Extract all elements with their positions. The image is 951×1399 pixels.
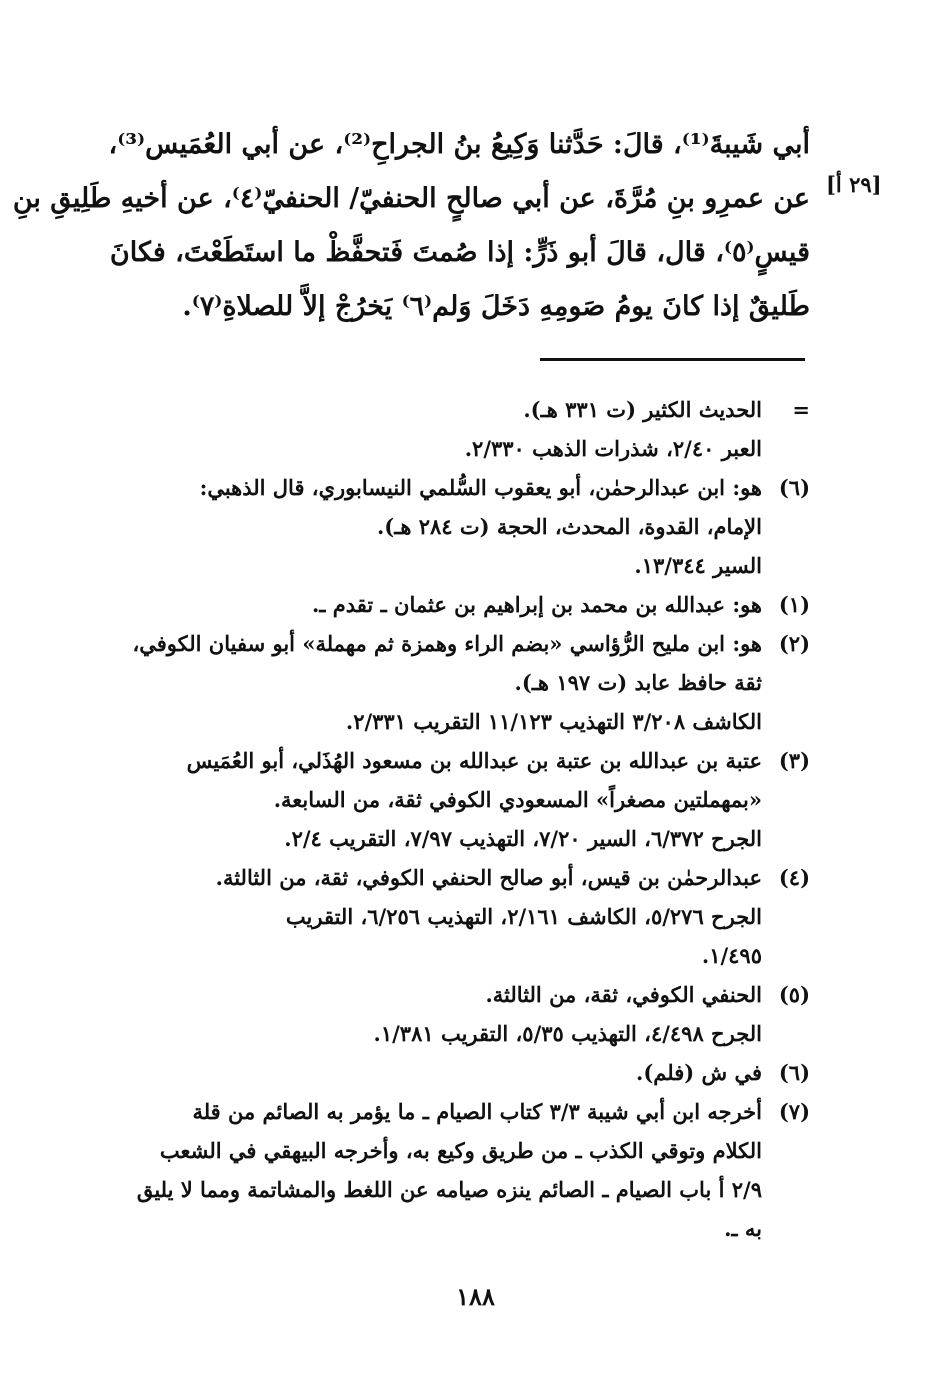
footnote-line: الكاشف ٣/٢٠٨ التهذيب ١١/١٢٣ التقريب ٢/٣٣١.: [345, 709, 762, 734]
footnote-number: (٣): [778, 748, 810, 773]
footnote-line: السير ١٣/٣٤٤.: [634, 553, 762, 578]
footnote-line: في ش (فلم).: [636, 1060, 762, 1085]
footnote-line: الإمام، القدوة، المحدث، الحجة (ت ٢٨٤ هـ).: [376, 514, 762, 539]
footnote-line: الجرح ٥/٢٧٦، الكاشف ٢/١٦١، التهذيب ٦/٢٥٦، التقريب: [285, 904, 762, 929]
main-text-line: طَليقٌ إذا كانَ يومُ صَومِهِ دَخَلَ وَلم⁽٦⁾ يَخرُجْ إلاَّ للصلاةِ⁽٧⁾.: [182, 291, 810, 322]
footnote-marker: =: [792, 397, 810, 422]
footnote: [110, 741, 810, 858]
page-number: ١٨٨: [456, 1282, 495, 1311]
main-text-line: أبي شَيبةَ⁽¹⁾، قالَ: حَدَّثنا وَكِيعُ بنُ الجراحِ⁽²⁾، عن أبي العُمَيس⁽³⁾،: [108, 129, 810, 160]
footnote-number: (٢): [778, 631, 810, 656]
footnote-number: (٦): [778, 475, 810, 500]
footnote-line: الحديث الكثير (ت ٣٣١ هـ).: [523, 397, 762, 422]
footnote-separator: [540, 358, 805, 361]
footnote-continuation: [110, 390, 810, 468]
footnote-number: (٦): [778, 1060, 810, 1085]
footnote-body: [110, 858, 762, 975]
footnote-number: (١): [778, 592, 810, 617]
footnote-body: [110, 624, 762, 741]
footnote-number: (٥): [778, 982, 810, 1007]
main-text-line: عن عمرِو بنِ مُرَّةَ، عن أبي صالحٍ الحنفيّ/ الحنفيّ⁽٤⁾، عن أخيهِ طَلِيقِ بنِ: [12, 183, 810, 214]
footnote-body: [110, 1053, 762, 1092]
footnote-line: به ـ.: [724, 1216, 762, 1241]
footnote-line: الجرح ٦/٣٧٢، السير ٧/٢٠، التهذيب ٧/٩٧، التقريب ٢/٤.: [284, 826, 762, 851]
footnote-line: عبدالرحمٰن بن قيس، أبو صالح الحنفي الكوفي، ثقة، من الثالثة.: [215, 865, 762, 890]
footnote-line: الكلام وتوقي الكذب ـ من طريق وكيع به، وأخرجه البيهقي في الشعب: [159, 1138, 762, 1163]
footnote-body: [110, 468, 762, 585]
footnote: [110, 468, 810, 585]
footnote-line: ثقة حافظ عابد (ت ١٩٧ هـ).: [514, 670, 762, 695]
footnote-line: ١/٤٩٥.: [701, 943, 762, 968]
footnote-line: عتبة بن عبدالله بن عتبة بن عبدالله بن مسعود الهُذَلي، أبو العُمَيس: [186, 748, 762, 773]
footnote-body: [110, 975, 762, 1053]
footnote-number: (٧): [778, 1099, 810, 1124]
margin-folio-reference: [٢٩ أ]: [826, 172, 882, 197]
footnote-line: الحنفي الكوفي، ثقة، من الثالثة.: [485, 982, 762, 1007]
footnote-line: العبر ٢/٤٠، شذرات الذهب ٢/٣٣٠.: [464, 436, 762, 461]
footnote-line: أخرجه ابن أبي شيبة ٣/٣ كتاب الصيام ـ ما يؤمر به الصائم من قلة: [192, 1099, 762, 1124]
footnote-body: [110, 585, 762, 624]
footnote: [110, 975, 810, 1053]
footnote-number: (٤): [778, 865, 810, 890]
footnote-body: [110, 1092, 762, 1248]
footnote-line: «بمهملتين مصغراً» المسعودي الكوفي ثقة، من السابعة.: [273, 787, 762, 812]
footnote-line: الجرح ٤/٤٩٨، التهذيب ٥/٣٥، التقريب ١/٣٨١.: [373, 1021, 762, 1046]
main-text-line: قيسٍ⁽٥⁾، قال، قالَ أبو ذَرٍّ: إذا صُمتَ فَتحفَّظْ ما استَطَعْتَ، فكانَ: [109, 237, 810, 268]
footnotes-section: [110, 390, 810, 1248]
footnote-line: هو: ابن عبدالرحمٰن، أبو يعقوب السُّلمي النيسابوري، قال الذهبي:: [199, 475, 762, 500]
footnote-line: هو: ابن مليح الرُّؤاسي «بضم الراء وهمزة ثم مهملة» أبو سفيان الكوفي،: [132, 631, 762, 656]
footnote: [110, 1053, 810, 1092]
footnote-line: هو: عبدالله بن محمد بن إبراهيم بن عثمان ـ تقدم ـ.: [311, 592, 762, 617]
footnote-body: [110, 390, 762, 468]
footnote: [110, 858, 810, 975]
main-text-block: [12, 118, 810, 334]
footnote: [110, 585, 810, 624]
footnote: [110, 1092, 810, 1248]
footnote-line: ٢/٩ أ باب الصيام ـ الصائم ينزه صيامه عن اللغط والمشاتمة ومما لا يليق: [136, 1177, 762, 1202]
footnote-body: [110, 741, 762, 858]
footnote: [110, 624, 810, 741]
